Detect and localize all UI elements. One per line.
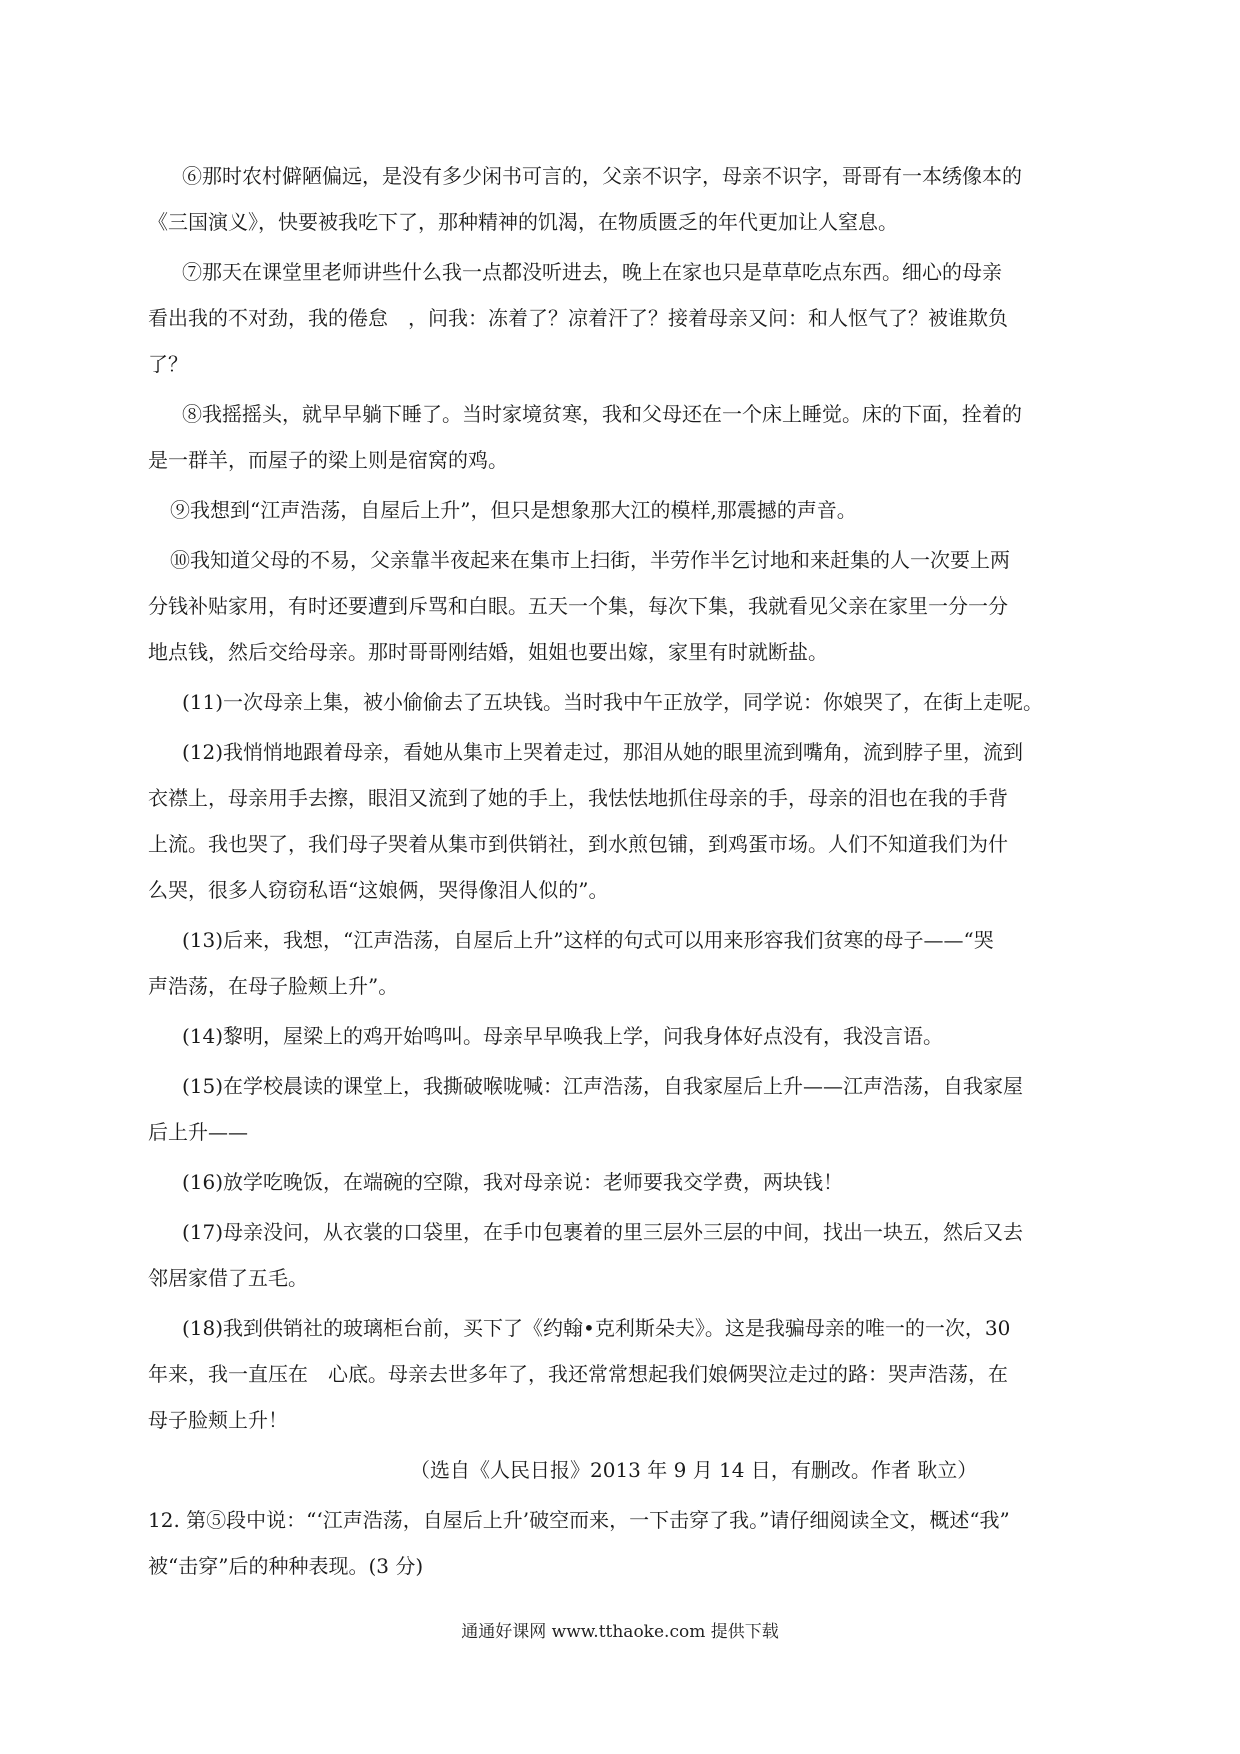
question-line: 12. 第⑤段中说：“‘江声浩荡，自屋后上升’破空而来，一下击穿了我。”请仔细阅读全文，概述“我”	[148, 1508, 1010, 1532]
text-line: 了？	[148, 352, 188, 376]
paragraph-9	[148, 487, 1098, 533]
text-line: 上流。我也哭了，我们母子哭着从集市到供销社，到水煎包铺，到鸡蛋市场。人们不知道我们为什	[148, 832, 1008, 856]
paragraph-11	[148, 679, 1098, 725]
paragraph-8	[148, 391, 1098, 483]
paragraph-17	[148, 1209, 1098, 1301]
text-line: ⑨我想到“江声浩荡，自屋后上升”，但只是想象那大江的模样,那震撼的声音。	[170, 498, 857, 522]
paragraph-10	[148, 537, 1098, 675]
text-line: 是一群羊，而屋子的梁上则是宿窝的鸡。	[148, 448, 508, 472]
text-line: 地点钱，然后交给母亲。那时哥哥刚结婚，姐姐也要出嫁，家里有时就断盐。	[148, 640, 828, 664]
paragraph-18	[148, 1305, 1098, 1443]
text-line: 邻居家借了五毛。	[148, 1266, 308, 1290]
text-line: 年来，我一直压在 心底。母亲去世多年了，我还常常想起我们娘俩哭泣走过的路：哭声浩荡，在	[148, 1362, 1008, 1386]
text-line: (12)我悄悄地跟着母亲，看她从集市上哭着走过，那泪从她的眼里流到嘴角，流到脖子里，流到	[182, 740, 1024, 764]
text-line: 《三国演义》，快要被我吃下了，那种精神的饥渴，在物质匮乏的年代更加让人窒息。	[148, 210, 898, 234]
text-line: 么哭，很多人窃窃私语“这娘俩，哭得像泪人似的”。	[148, 878, 609, 902]
article-body	[148, 153, 1098, 1589]
text-line: (16)放学吃晚饭，在端碗的空隙，我对母亲说：老师要我交学费，两块钱！	[182, 1170, 844, 1194]
text-line: (14)黎明，屋梁上的鸡开始鸣叫。母亲早早唤我上学，问我身体好点没有，我没言语。	[182, 1024, 944, 1048]
text-line: ⑩我知道父母的不易，父亲靠半夜起来在集市上扫街，半劳作半乞讨地和来赶集的人一次要上两	[170, 548, 1010, 572]
text-line: 后上升——	[148, 1120, 248, 1144]
text-line: ⑥那时农村僻陋偏远，是没有多少闲书可言的，父亲不识字，母亲不识字，哥哥有一本绣像本的	[182, 164, 1022, 188]
text-line: (15)在学校晨读的课堂上，我撕破喉咙喊：江声浩荡，自我家屋后上升——江声浩荡，自我家屋	[182, 1074, 1024, 1098]
paragraph-12	[148, 729, 1098, 913]
text-line: (11)一次母亲上集，被小偷偷去了五块钱。当时我中午正放学，同学说：你娘哭了，在街上走呢。	[182, 690, 1044, 714]
text-line: ⑦那天在课堂里老师讲些什么我一点都没听进去，晚上在家也只是草草吃点东西。细心的母亲	[182, 260, 1002, 284]
source-citation: （选自《人民日报》2013 年 9 月 14 日，有删改。作者 耿立）	[410, 1458, 978, 1482]
paragraph-14	[148, 1013, 1098, 1059]
text-line: 看出我的不对劲，我的倦怠 ，问我：冻着了？凉着汗了？接着母亲又问：和人怄气了？被谁欺负	[148, 306, 1008, 330]
paragraph-6	[148, 153, 1098, 245]
text-line: (13)后来，我想，“江声浩荡，自屋后上升”这样的句式可以用来形容我们贫寒的母子——“哭	[182, 928, 994, 952]
paragraph-15	[148, 1063, 1098, 1155]
paragraph-13	[148, 917, 1098, 1009]
text-line: 衣襟上，母亲用手去擦，眼泪又流到了她的手上，我怯怯地抓住母亲的手，母亲的泪也在我的手背	[148, 786, 1008, 810]
paragraph-16	[148, 1159, 1098, 1205]
page-footer: 通通好课网 www.tthaoke.com 提供下载	[461, 1622, 779, 1642]
text-line: ⑧我摇摇头，就早早躺下睡了。当时家境贫寒，我和父母还在一个床上睡觉。床的下面，拴着的	[182, 402, 1022, 426]
text-line: 母子脸颊上升！	[148, 1408, 288, 1432]
text-line: (18)我到供销社的玻璃柜台前，买下了《约翰•克利斯朵夫》。这是我骗母亲的唯一的一次，30	[182, 1316, 1011, 1340]
text-line: 分钱补贴家用，有时还要遭到斥骂和白眼。五天一个集，每次下集，我就看见父亲在家里一分一分	[148, 594, 1008, 618]
question-12	[148, 1497, 1098, 1589]
text-line: 声浩荡，在母子脸颊上升”。	[148, 974, 399, 998]
text-line: (17)母亲没问，从衣裳的口袋里，在手巾包裹着的里三层外三层的中间，找出一块五，然后又去	[182, 1220, 1024, 1244]
paragraph-7	[148, 249, 1098, 387]
question-line: 被“击穿”后的种种表现。(3 分)	[148, 1554, 424, 1578]
